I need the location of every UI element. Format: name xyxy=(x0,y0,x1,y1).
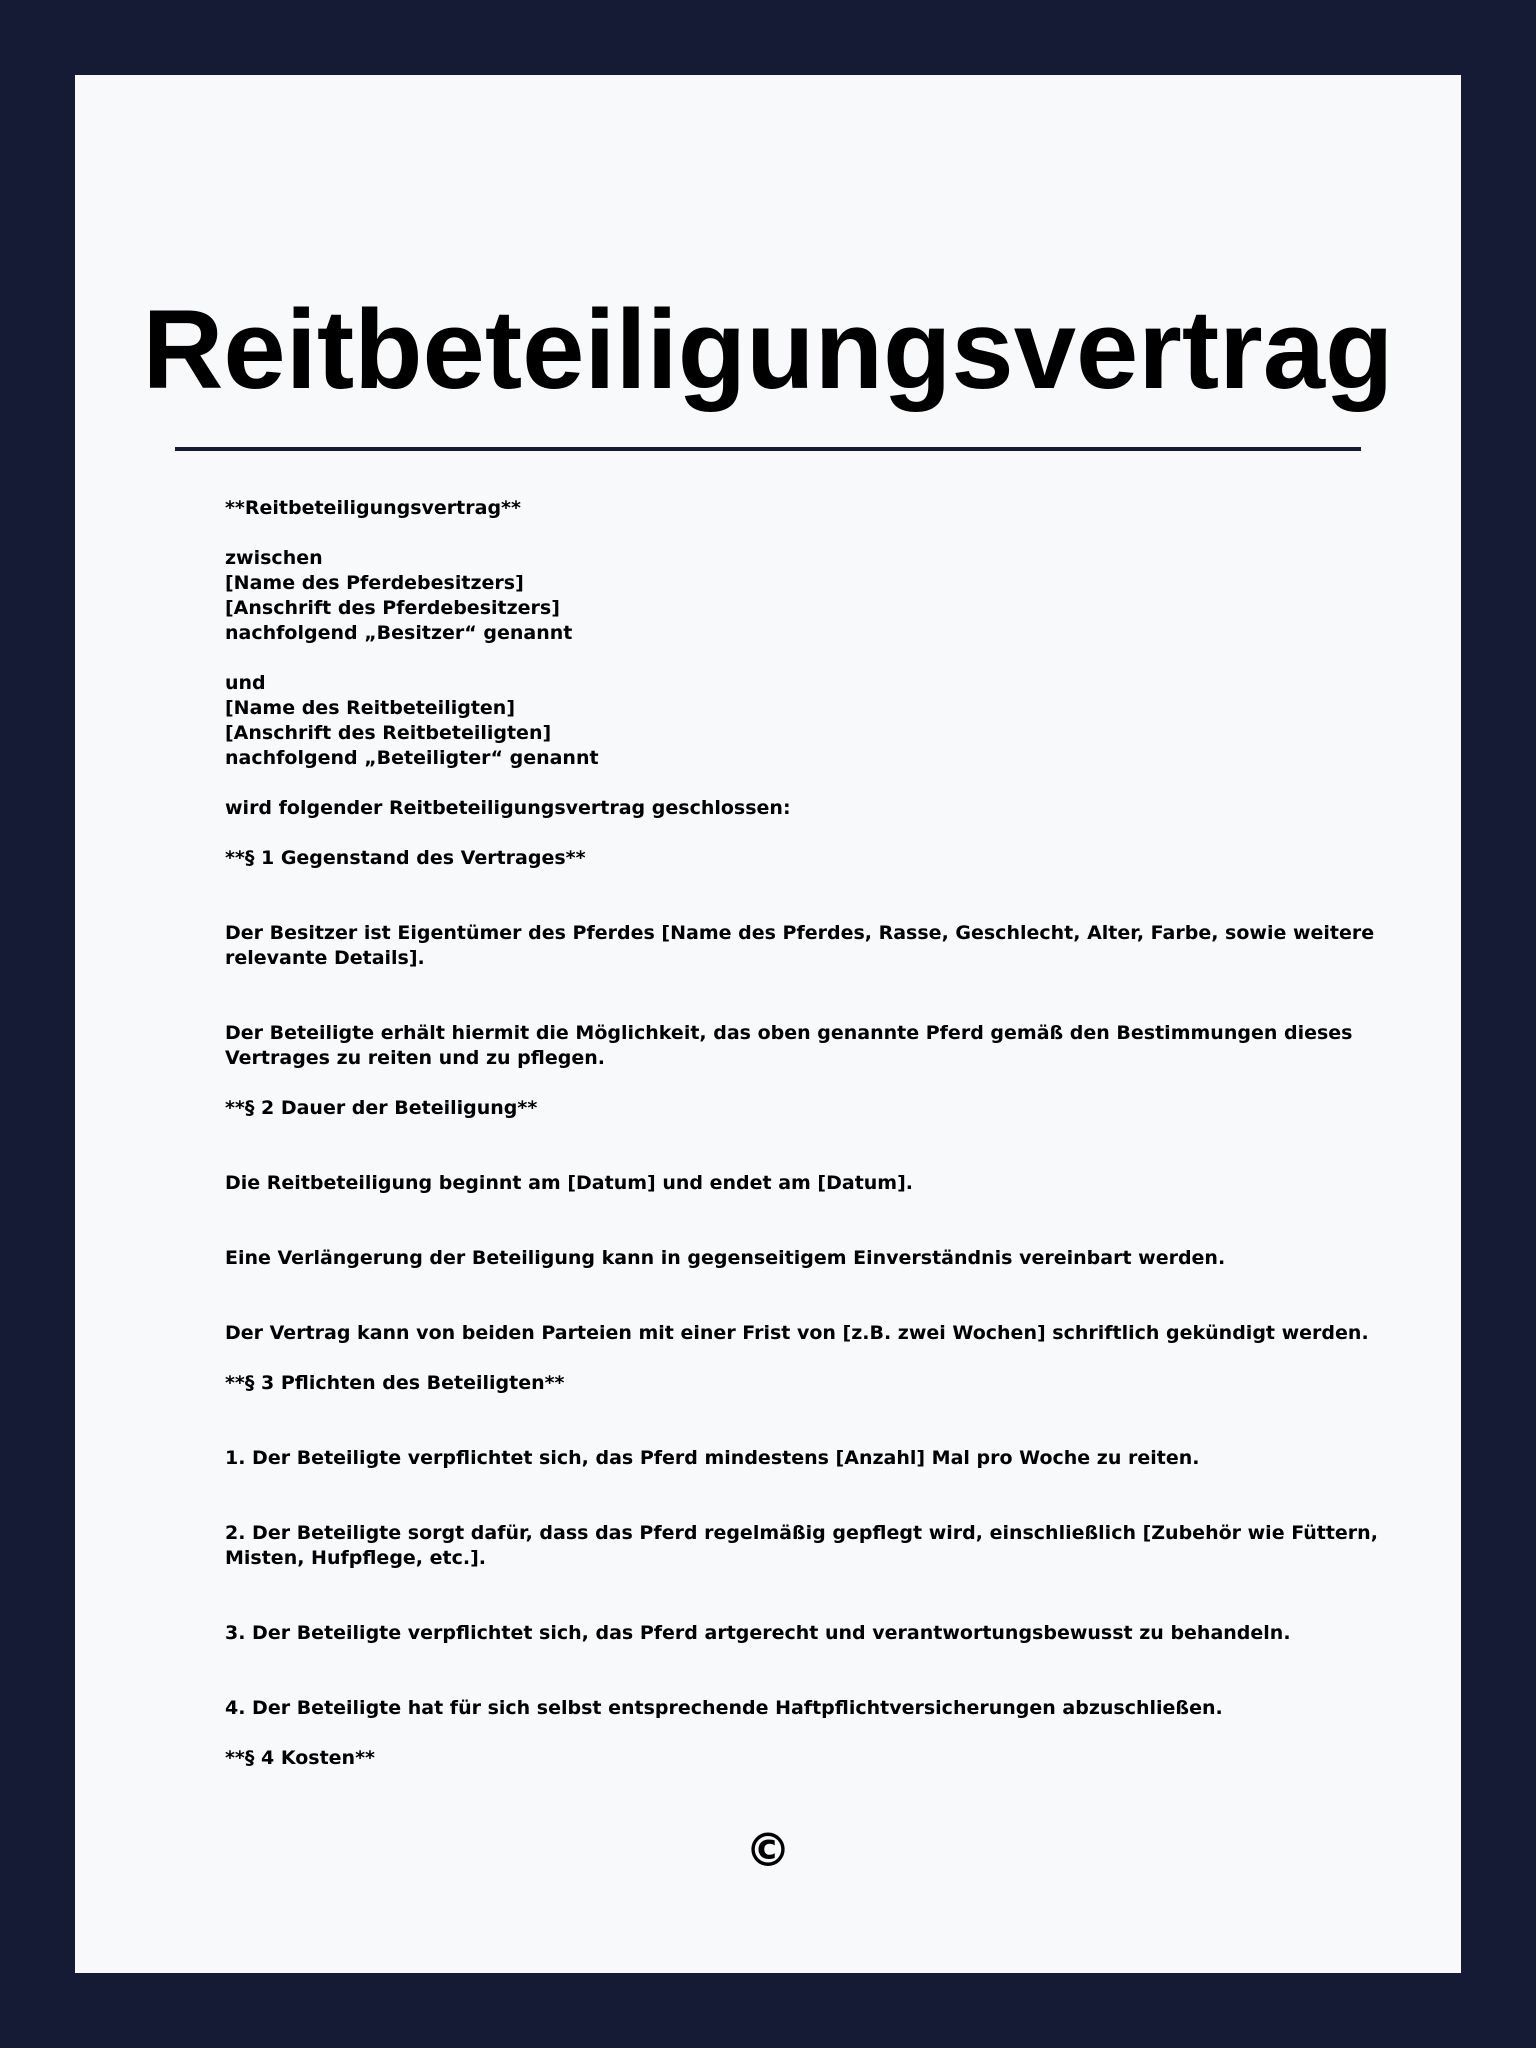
copyright-icon: © xyxy=(745,1823,791,1877)
section-4-heading: **§ 4 Kosten** xyxy=(225,1747,375,1769)
section-1-heading: **§ 1 Gegenstand des Vertrages** xyxy=(225,847,586,869)
section-3-item: 4. Der Beteiligte hat für sich selbst entsprechende Haftpflichtversicherungen abzuschließen. xyxy=(225,1697,1223,1719)
document-body xyxy=(225,496,1425,1771)
document-page xyxy=(75,75,1461,1973)
section-3-item: 3. Der Beteiligte verpflichtet sich, das Pferd artgerecht und verantwortungsbewusst zu behandeln. xyxy=(225,1622,1291,1644)
section-2-heading: **§ 2 Dauer der Beteiligung** xyxy=(225,1097,538,1119)
owner-alias: nachfolgend „Besitzer“ genannt xyxy=(225,622,573,644)
participant-name: [Name des Reitbeteiligten] xyxy=(225,697,516,719)
participant-address: [Anschrift des Reitbeteiligten] xyxy=(225,722,552,744)
section-3-item: 1. Der Beteiligte verpflichtet sich, das Pferd mindestens [Anzahl] Mal pro Woche zu reiten. xyxy=(225,1447,1200,1469)
title-divider xyxy=(175,447,1361,451)
party-conjunction: und xyxy=(225,672,266,694)
party-intro: zwischen xyxy=(225,547,323,569)
section-1-paragraph: Der Beteiligte erhält hiermit die Möglichkeit, das oben genannte Pferd gemäß den Bestimmungen dieses Vertrages zu reiten und zu pflegen. xyxy=(225,1022,1353,1069)
document-title: Reitbeteiligungsvertrag xyxy=(142,287,1394,412)
owner-name: [Name des Pferdebesitzers] xyxy=(225,572,524,594)
section-3-heading: **§ 3 Pflichten des Beteiligten** xyxy=(225,1372,565,1394)
section-2-paragraph: Der Vertrag kann von beiden Parteien mit einer Frist von [z.B. zwei Wochen] schriftlich gekündigt werden. xyxy=(225,1322,1369,1344)
section-1-paragraph: Der Besitzer ist Eigentümer des Pferdes [Name des Pferdes, Rasse, Geschlecht, Alter, Farbe, sowie weitere relevante Details]. xyxy=(225,922,1375,969)
participant-alias: nachfolgend „Beteiligter“ genannt xyxy=(225,747,599,769)
section-2-paragraph: Die Reitbeteiligung beginnt am [Datum] und endet am [Datum]. xyxy=(225,1172,914,1194)
contract-preamble: wird folgender Reitbeteiligungsvertrag geschlossen: xyxy=(225,797,791,819)
body-heading: **Reitbeteiligungsvertrag** xyxy=(225,497,521,519)
owner-address: [Anschrift des Pferdebesitzers] xyxy=(225,597,560,619)
section-3-item: 2. Der Beteiligte sorgt dafür, dass das Pferd regelmäßig gepflegt wird, einschließlich [Zubehör wie Füttern, Misten, Hufpflege, etc.]. xyxy=(225,1522,1378,1569)
section-2-paragraph: Eine Verlängerung der Beteiligung kann in gegenseitigem Einverständnis vereinbart werden. xyxy=(225,1247,1226,1269)
